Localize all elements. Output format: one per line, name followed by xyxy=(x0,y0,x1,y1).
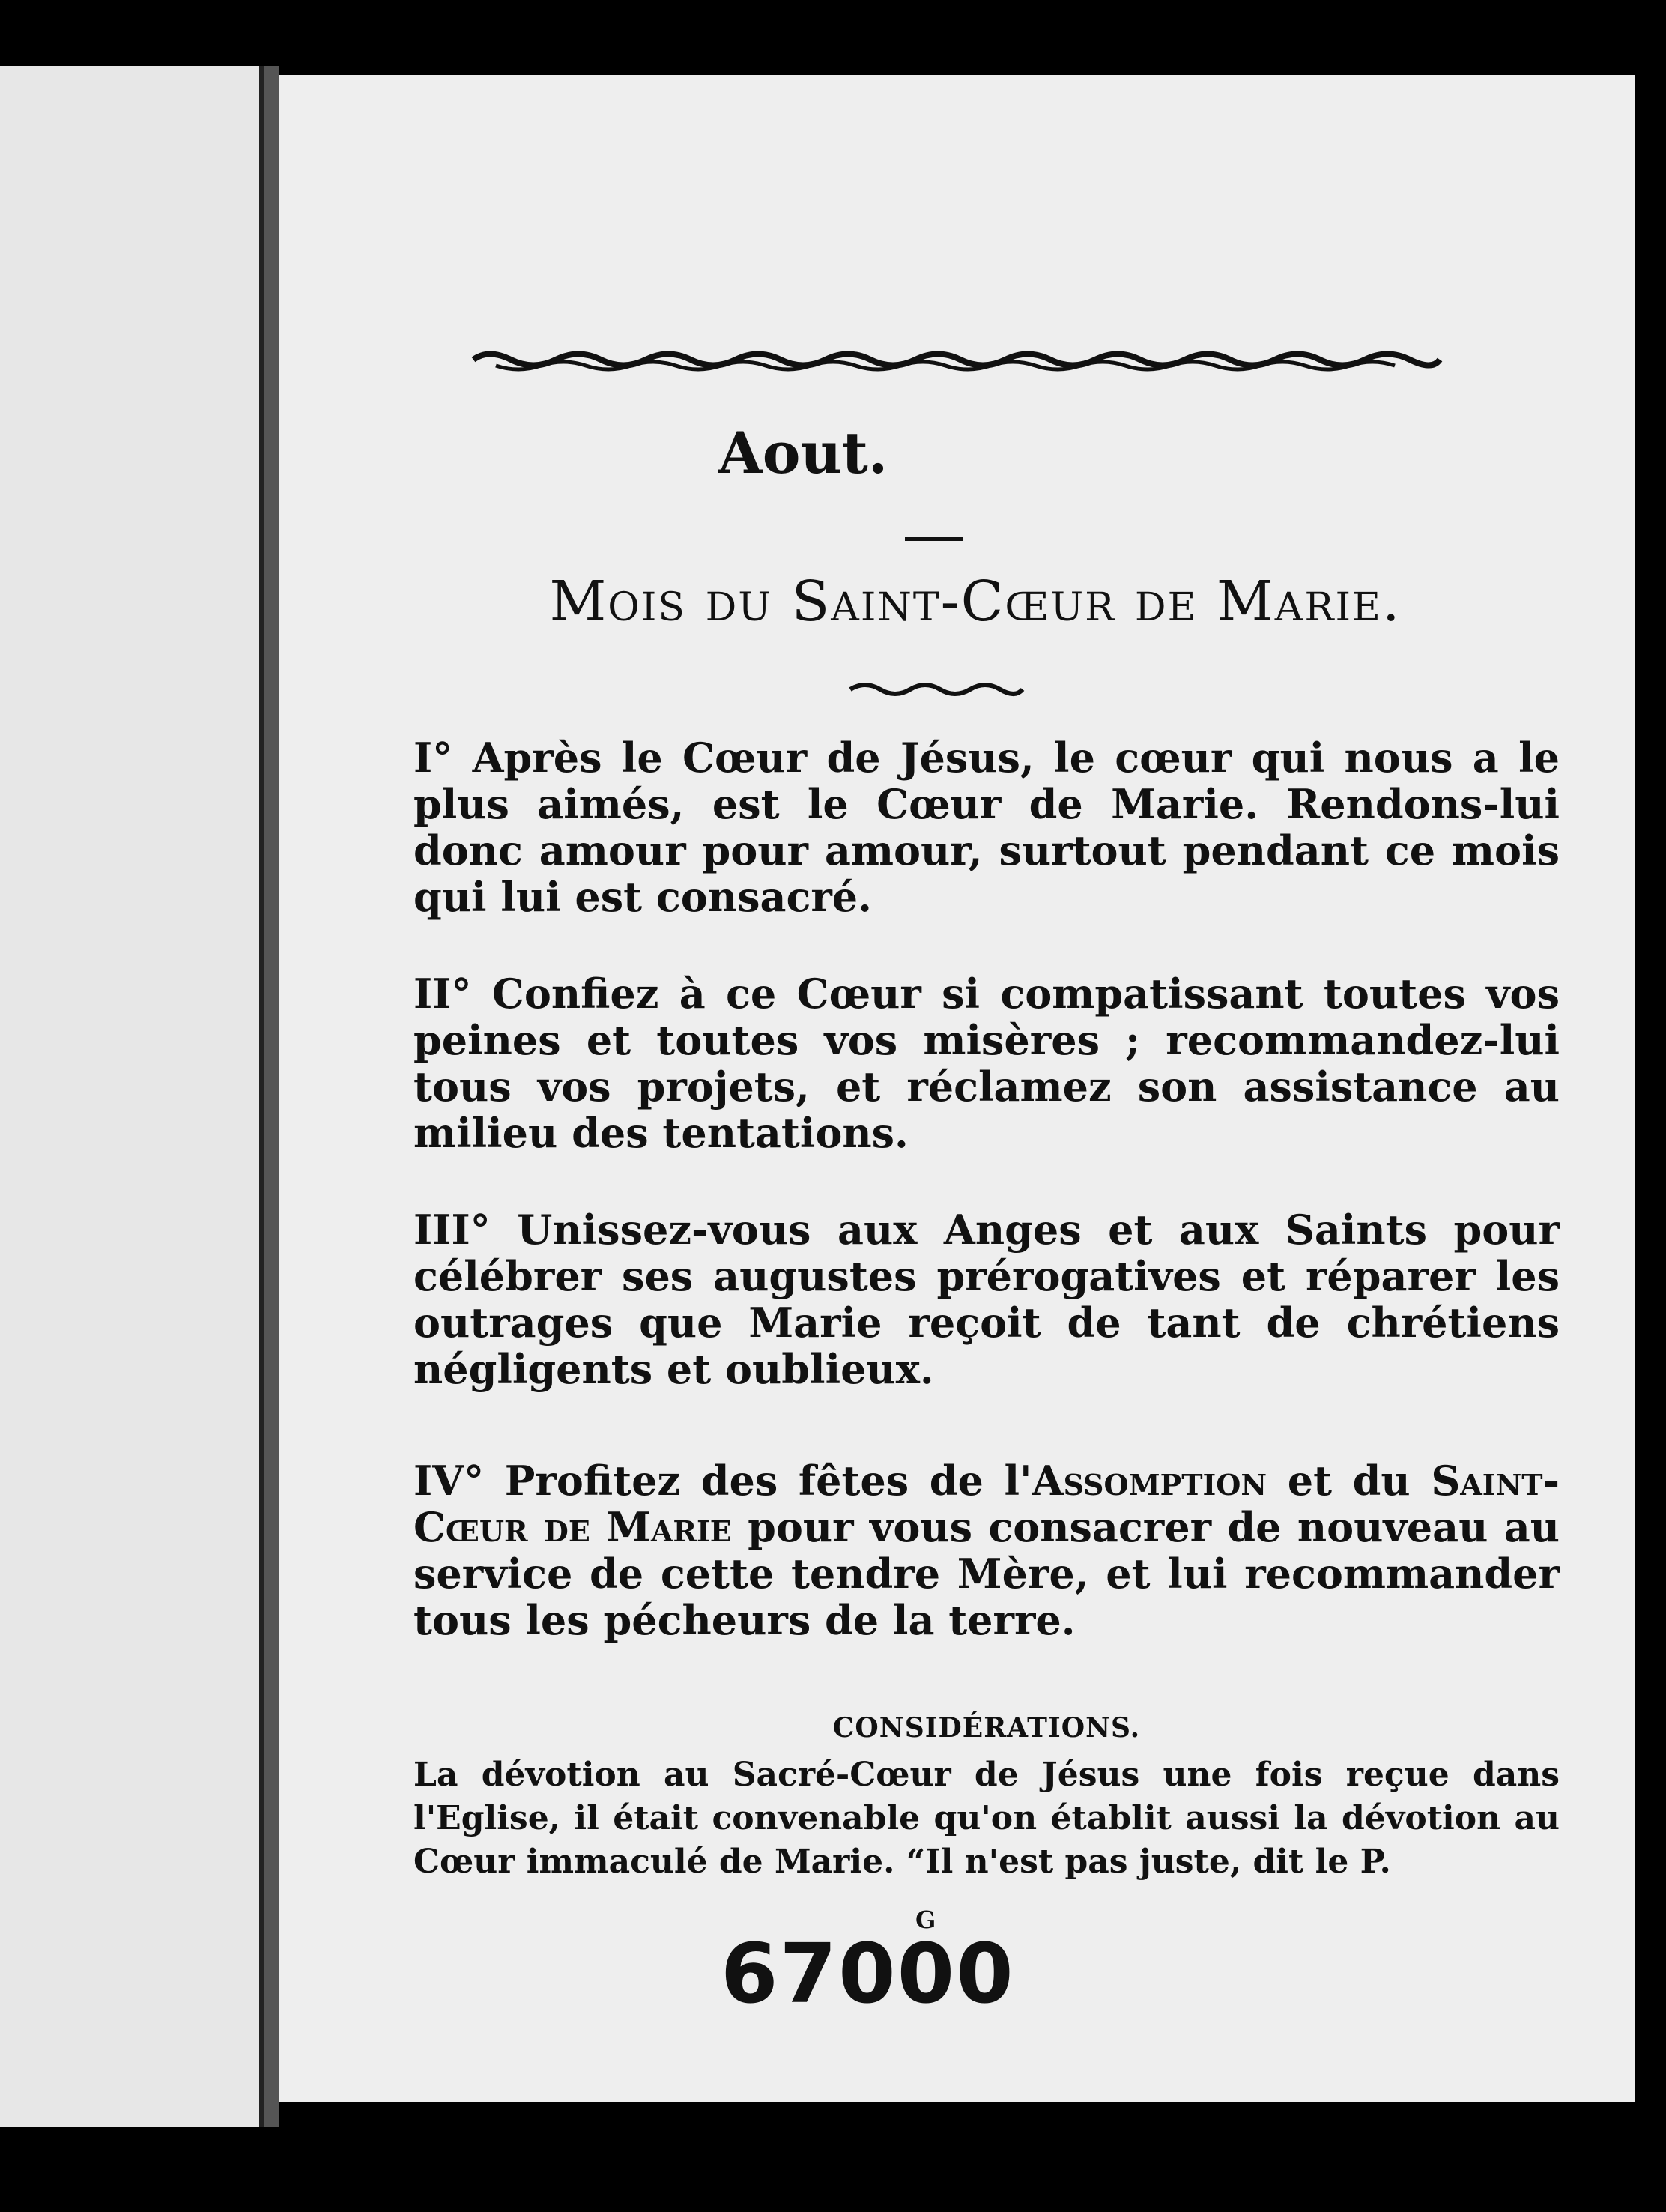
chapter-heading xyxy=(414,569,1537,634)
signature-mark: G xyxy=(915,1906,936,1934)
paragraph-text-pre: Profitez des fêtes de l' xyxy=(504,1457,1032,1505)
decorative-border-ornament xyxy=(466,345,1447,375)
paragraph-4 xyxy=(414,1457,1560,1643)
book-page xyxy=(279,75,1635,2102)
saint-coeur-text: Saint-Cœur de Marie xyxy=(414,1457,1560,1551)
facing-page-edge xyxy=(0,66,264,2127)
assomption-text: Assomption xyxy=(1032,1457,1267,1505)
considerations-text: La dévotion au Sacré-Cœur de Jésus une fois reçue dans l'Eglise, il était convenable qu'on établit aussi la dévotion au Cœur immaculé de Marie. “Il n'est pas juste, dit le P. xyxy=(414,1756,1560,1881)
paragraph-text-post: pour vous consacrer de nouveau au service de cette tendre Mère, et lui recommander tous les pécheurs de la terre. xyxy=(414,1503,1560,1644)
title-rule xyxy=(905,537,963,541)
paragraph-number: II° xyxy=(414,970,472,1018)
book-binding xyxy=(264,66,279,2127)
paragraph-text: Unissez-vous aux Anges et aux Saints pour célébrer ses augustes prérogatives et réparer les outrages que Marie reçoit de tant de chrétiens négligents et oublieux. xyxy=(414,1206,1560,1393)
paragraph-2 xyxy=(414,970,1560,1156)
chapter-heading-text: Mois du Saint-Cœur de Marie. xyxy=(549,569,1402,634)
paragraph-number: III° xyxy=(414,1206,491,1254)
small-ornament xyxy=(846,674,1026,704)
paragraph-text-mid: et du xyxy=(1267,1457,1432,1505)
paragraph-text: Confiez à ce Cœur si compatissant toutes vos peines et toutes vos misères ; recommandez-lui tous vos projets, et réclamez son assistance au milieu des tentations. xyxy=(414,970,1560,1157)
considerations-heading: CONSIDÉRATIONS. xyxy=(832,1712,1141,1744)
paragraph-3 xyxy=(414,1206,1560,1392)
stamp-number: 67000 xyxy=(721,1926,1015,2022)
paragraph-number: IV° xyxy=(414,1457,485,1505)
paragraph-1 xyxy=(414,734,1560,920)
month-title: Aout. xyxy=(718,420,888,486)
paragraph-text: Après le Cœur de Jésus, le cœur qui nous a le plus aimés, est le Cœur de Marie. Rendons-lui donc amour pour amour, surtout pendant ce mois qui lui est consacré. xyxy=(414,734,1560,921)
paragraph-number: I° xyxy=(414,734,453,782)
